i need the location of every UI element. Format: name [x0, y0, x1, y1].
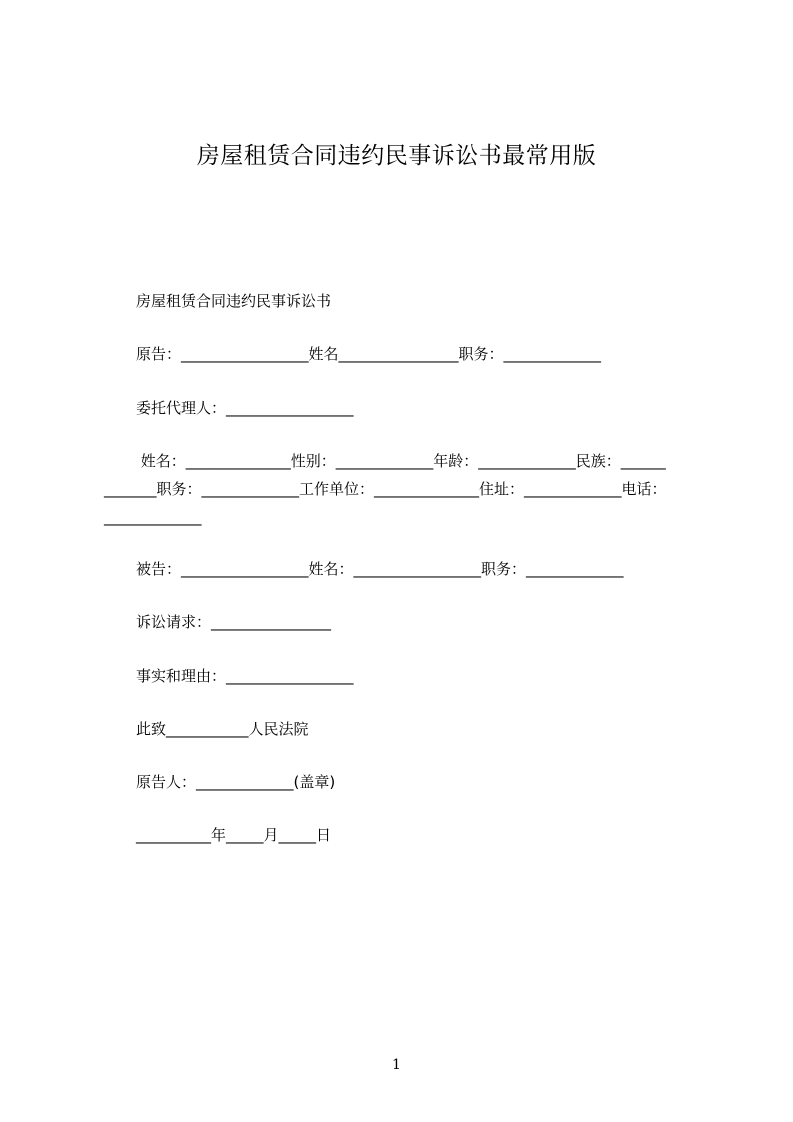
document-title: 房屋租赁合同违约民事诉讼书最常用版 — [196, 143, 597, 169]
agent-line: 委托代理人：_________________ — [136, 399, 354, 417]
claims-line: 诉讼请求：________________ — [136, 613, 332, 631]
court-line: 此致___________人民法院 — [136, 720, 309, 738]
date-line: __________年_____月_____日 — [136, 826, 332, 844]
signature-line: 原告人：_____________(盖章) — [136, 773, 336, 791]
defendant-line: 被告：_________________姓名：_________________职务：_____________ — [136, 560, 624, 578]
facts-line: 事实和理由：_________________ — [136, 667, 354, 685]
agent-details-line-2: _______职务：_____________工作单位：______________住址：_____________电话： — [104, 480, 667, 498]
agent-details-line-1: 姓名：______________性别：_____________年龄：_____________民族：______ — [136, 452, 666, 470]
agent-details-line-3: _____________ — [104, 508, 202, 526]
plaintiff-line: 原告：_________________姓名________________职务：_____________ — [136, 345, 602, 363]
document-subtitle: 房屋租赁合同违约民事诉讼书 — [136, 292, 332, 310]
page-number: 1 — [392, 1057, 401, 1073]
